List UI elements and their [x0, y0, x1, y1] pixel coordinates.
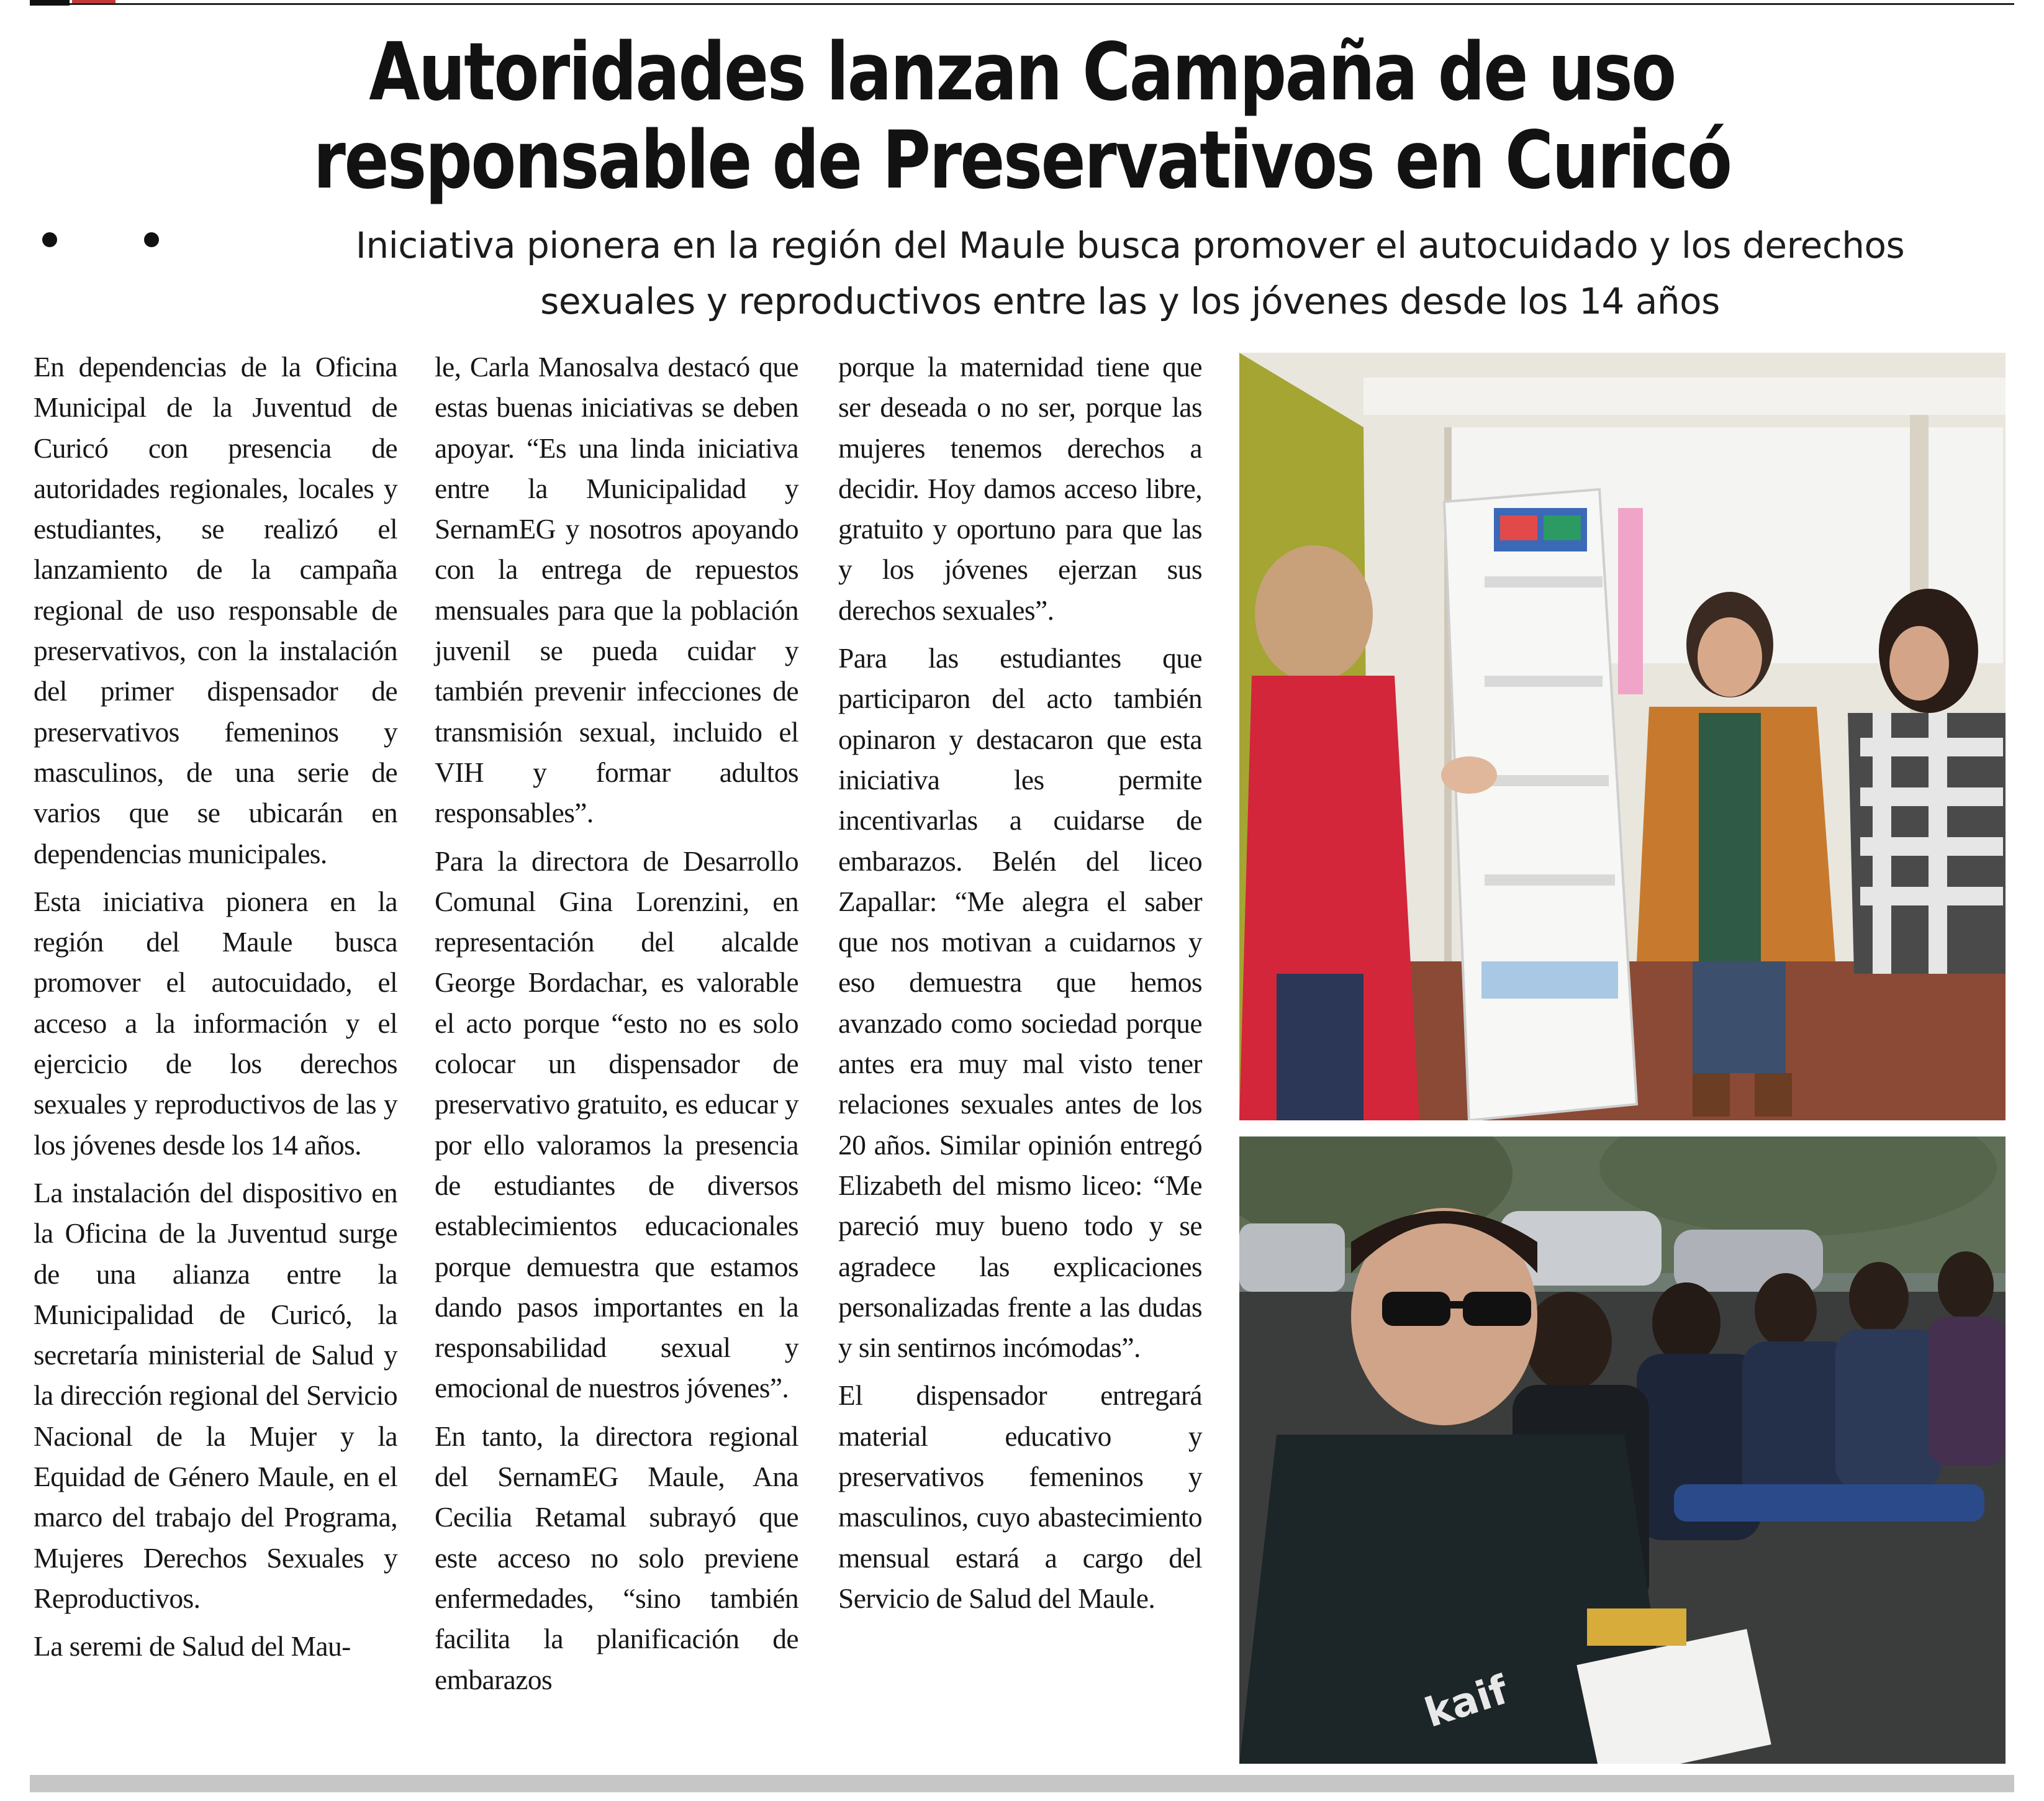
photo-audience-illustration: [1239, 1136, 2006, 1764]
paragraph: En dependencias de la Oficina Municipal de la Juventud de Curicó con presencia de autoridades regionales, locales y estudiantes, se realizó el lanzamiento de la campaña regional de uso responsable de preservativos, con la instalación del primer dispensador de preservativos femeninos y masculinos, de una serie de varios que se ubicarán en dependencias municipales.: [34, 351, 397, 869]
article-column-1: [34, 347, 397, 1674]
subheadline: Iniciativa pionera en la región del Maule busca promover el autocuidado y los derechos sexuales y reproductivos entre las y los jóvenes desde los 14 años: [355, 224, 1905, 322]
paragraph: Esta iniciativa pionera en la región del Maule busca promover el autocuidado, el acceso a la información y el ejercicio de los derechos sexuales y reproductivos de las y los jóvenes desde los 14 años.: [34, 885, 397, 1161]
paragraph: Para las estudiantes que participaron del acto también opinaron y destacaron que esta iniciativa les permite incentivarlas a cuidarse de embarazos. Belén del liceo Zapallar: “Me alegra el saber que nos motivan a cuidarnos y eso demuestra que hemos avanzado como sociedad porque antes era muy mal visto tener relaciones sexuales antes de los 20 años. Similar opinión entregó Elizabeth del mismo liceo: “Me pareció muy bueno todo y se agradece las explicaciones personalizadas frente a las dudas y sin sentirnos incómodas”.: [838, 642, 1202, 1364]
paragraph: Para la directora de Desarrollo Comunal Gina Lorenzini, en representación del alcalde George Bordachar, es valorable el acto porque “esto no es solo colocar un dispensador de preservativo gratuito, es educar y por ello valoramos la presencia de estudiantes de diversos establecimientos educacionales porque demuestra que estamos dando pasos importantes en la responsabilidad sexual y emocional de nuestros jóvenes”.: [435, 845, 798, 1404]
headline: Autoridades lanzan Campaña de uso responsable de Preservativos en Curicó: [313, 26, 1731, 207]
paragraph: le, Carla Manosalva destacó que estas buenas iniciativas se deben apoyar. “Es una linda iniciativa entre la Municipalidad y SernamEG y nosotros apoyando con la entrega de repuestos mensuales para que la población juvenil se pueda cuidar y también prevenir infecciones de transmisión sexual, incluido el VIH y formar adultos responsables”.: [435, 351, 798, 829]
sweatshirt-print: kaif: [1419, 1667, 1514, 1737]
section-mark: [72, 0, 115, 3]
paragraph: porque la maternidad tiene que ser deseada o no ser, porque las mujeres tenemos derechos a decidir. Hoy damos acceso libre, gratuito y oportuno para que las y los jóvenes ejerzan sus derechos sexuales”.: [838, 351, 1202, 626]
section-tab: [30, 0, 70, 6]
article-column-2: [435, 347, 798, 1707]
photo-dispenser-illustration: [1239, 353, 2006, 1120]
bullet-dot: [144, 232, 159, 247]
paragraph: La instalación del dispositivo en la Oficina de la Juventud surge de una alianza entre la Municipalidad de Curicó, la secretaría ministerial de Salud y la dirección regional del Servicio Nacional de la Mujer y la Equidad de Género Maule, en el marco del trabajo del Programa, Mujeres Derechos Sexuales y Reproductivos.: [34, 1176, 397, 1614]
article-column-3: [838, 347, 1202, 1626]
bullet-dot: [42, 232, 57, 247]
photo-dispenser-launch: [1239, 353, 2006, 1120]
top-rule: [30, 3, 2014, 5]
photo-students-audience: [1239, 1136, 2006, 1764]
paragraph: La seremi de Salud del Mau-: [34, 1630, 351, 1663]
paragraph: El dispensador entregará material educativo y preservativos femeninos y masculinos, cuyo abastecimiento mensual estará a cargo del Servicio de Salud del Maule.: [838, 1379, 1202, 1614]
paragraph: En tanto, la directora regional del SernamEG Maule, Ana Cecilia Retamal subrayó que este acceso no solo previene enfermedades, “sino también facilita la planificación de embarazos: [435, 1420, 798, 1695]
bottom-bar: [30, 1775, 2014, 1792]
